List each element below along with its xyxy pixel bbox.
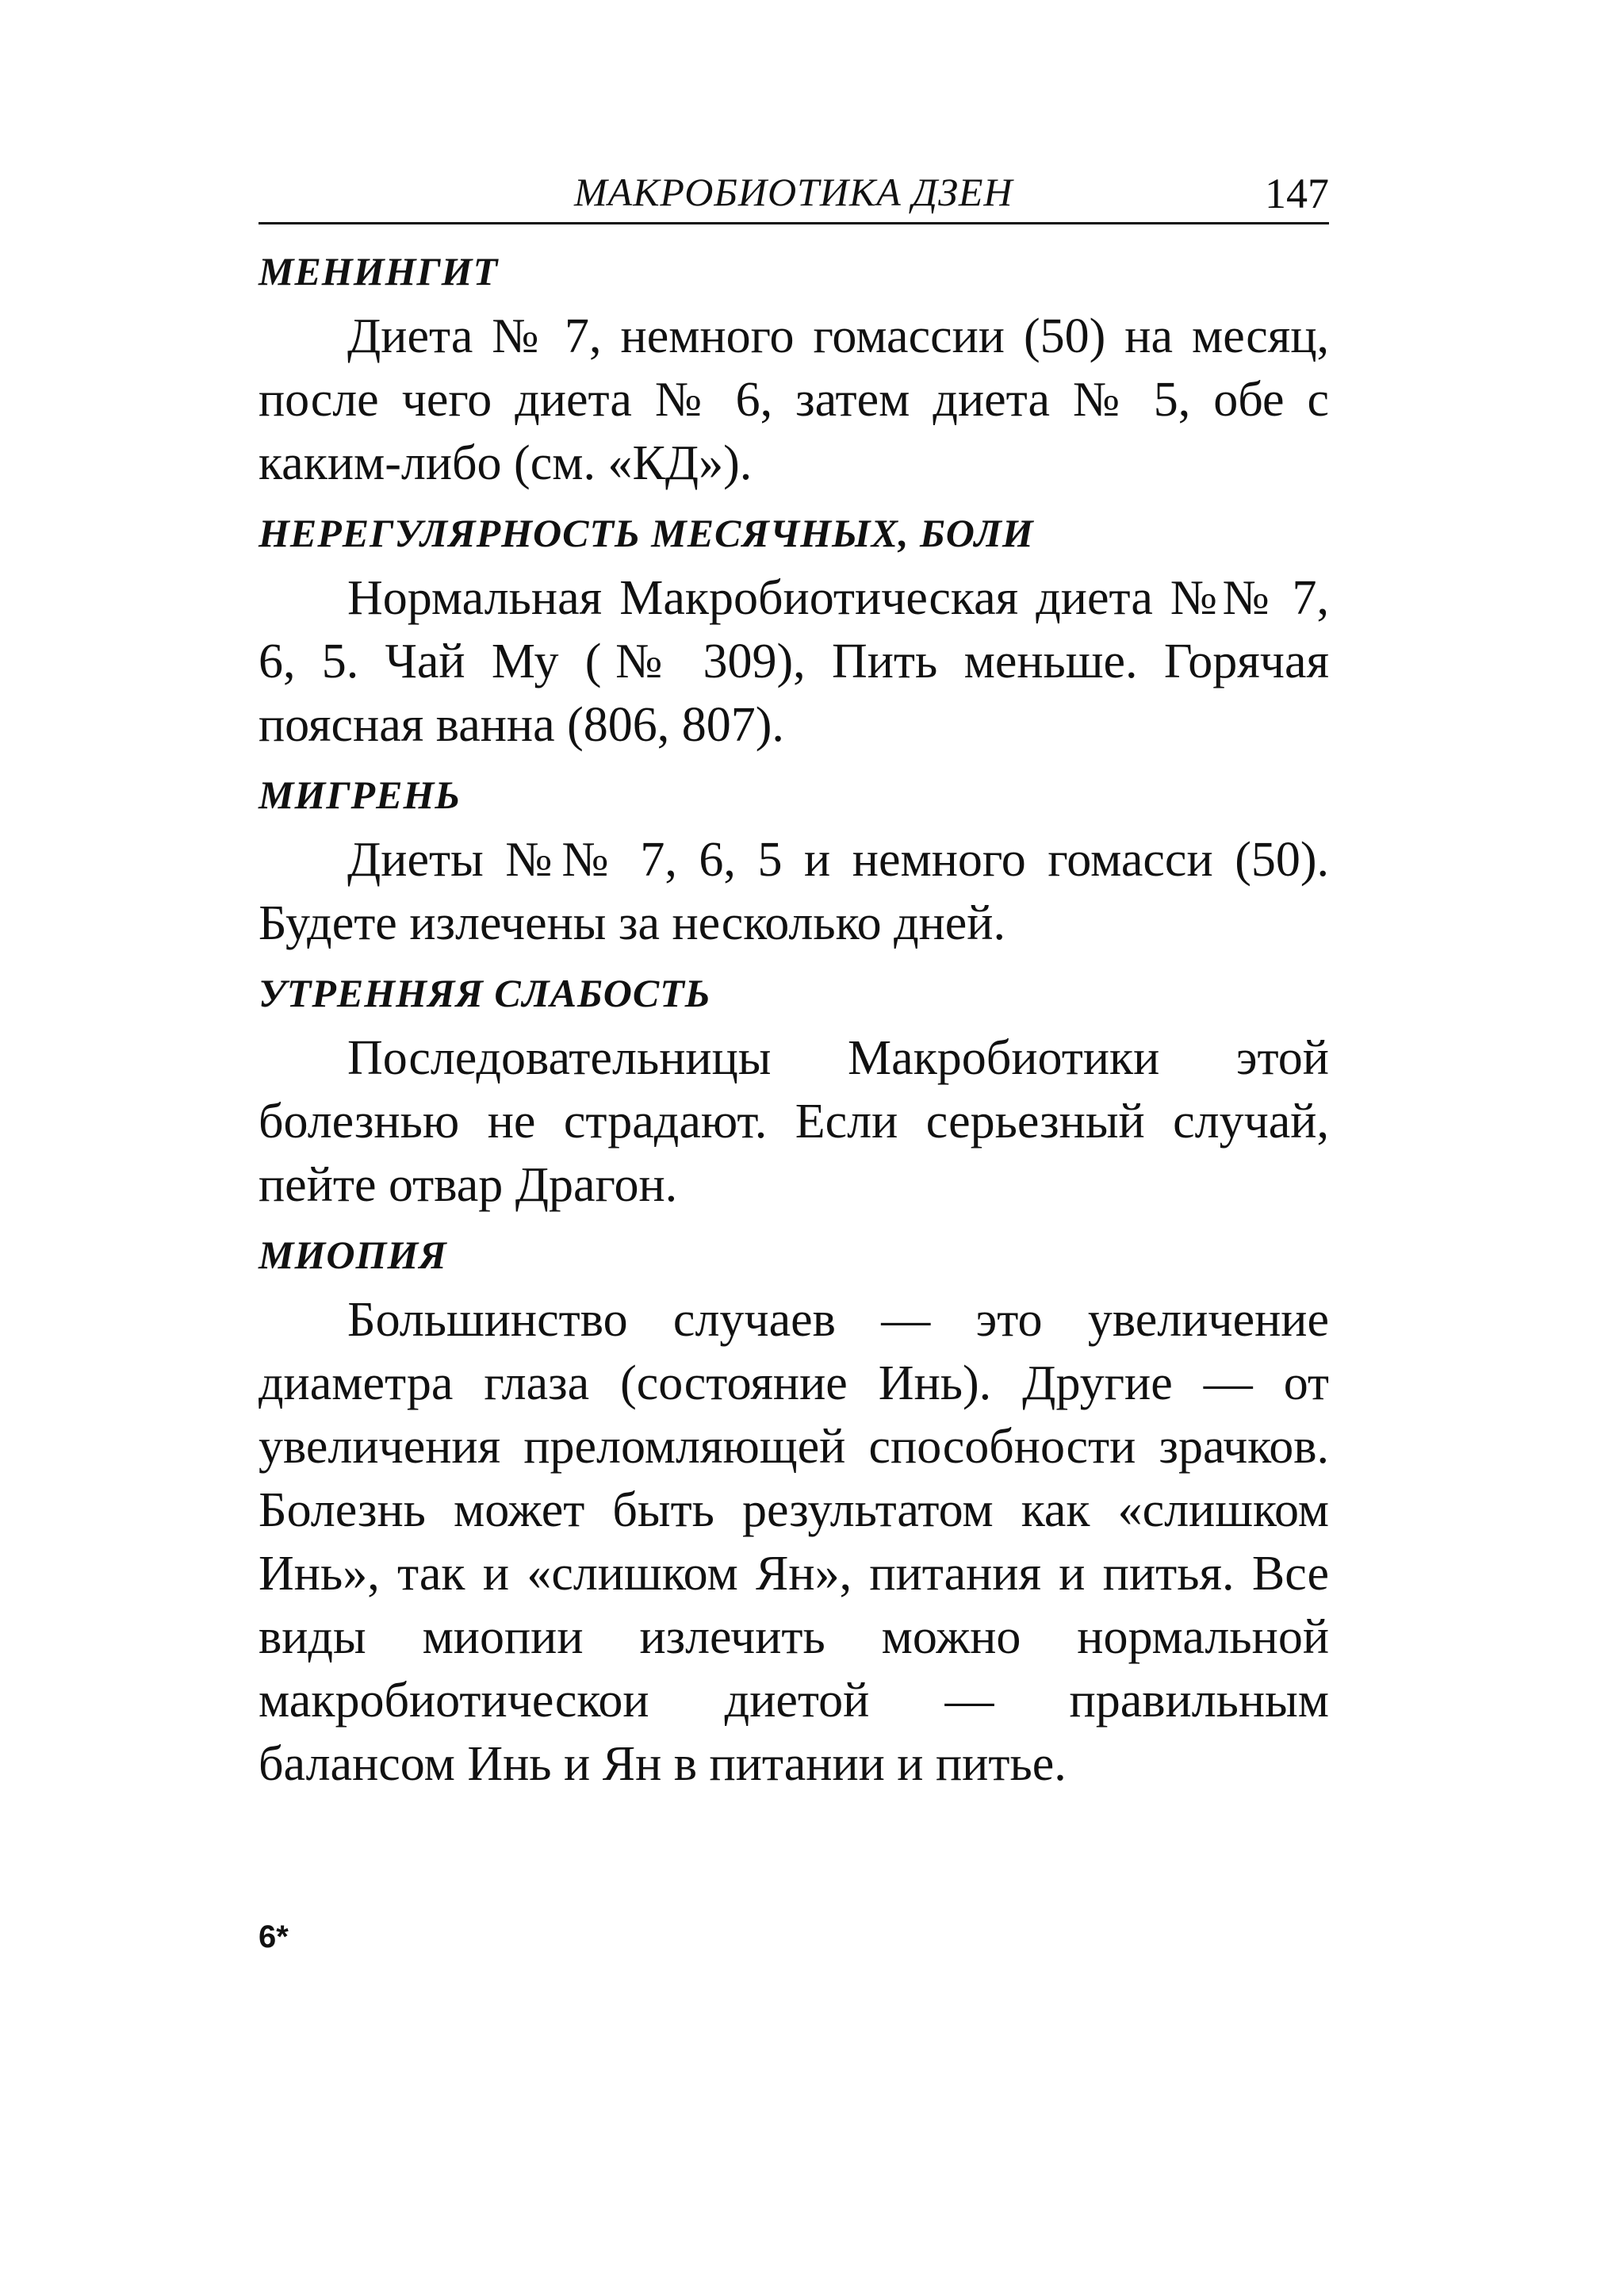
entry-body: Нормальная Макробиотическая диета №№ 7, 6, 5. Чай Му (№ 309), Пить меньше. Горячая поясная ванна (806, 807). bbox=[259, 571, 1329, 752]
entry-heading: НЕРЕГУЛЯРНОСТЬ МЕСЯЧНЫХ, БОЛИ bbox=[259, 511, 1034, 555]
entry-heading: МИГРЕНЬ bbox=[259, 773, 462, 817]
page-number: 147 bbox=[1265, 170, 1329, 217]
entry-body: Диеты №№ 7, 6, 5 и немного гомасси (50). Будете излечены за несколько дней. bbox=[259, 833, 1329, 950]
entry-myopia bbox=[259, 1231, 1329, 1796]
entry-body: Диета № 7, немного гомассии (50) на месяц, после чего диета № 6, затем диета № 5, обе с каким-либо (см. «КД»). bbox=[259, 309, 1329, 490]
page-content bbox=[259, 238, 1329, 1810]
entry-morning-sickness bbox=[259, 969, 1329, 1217]
running-head bbox=[259, 163, 1329, 226]
entry-body: Последовательницы Макробиотики этой болезнью не страдают. Если серьезный случай, пейте отвар Драгон. bbox=[259, 1031, 1329, 1212]
entry-migraine bbox=[259, 771, 1329, 955]
printer-signature-mark: 6* bbox=[259, 1919, 289, 1954]
entry-meningitis bbox=[259, 247, 1329, 495]
entry-heading: УТРЕННЯЯ СЛАБОСТЬ bbox=[259, 971, 711, 1015]
running-title: МАКРОБИОТИКА ДЗЕН bbox=[574, 170, 1013, 214]
entry-heading: МИОПИЯ bbox=[259, 1233, 447, 1277]
entry-menstrual-irregularity bbox=[259, 509, 1329, 757]
entry-heading: МЕНИНГИТ bbox=[259, 249, 499, 293]
entry-body: Большинство случаев — это увеличение диаметра глаза (состояние Инь). Другие — от увеличения преломляющей способности зрачков. Болезнь может быть результатом как «слишком Инь», так и «слишком Ян», питания и питья. Все виды миопии излечить можно нормальной макробиотическои диетой — правильным балансом Инь и Ян в питании и питье. bbox=[259, 1293, 1329, 1791]
header-rule bbox=[259, 222, 1329, 224]
